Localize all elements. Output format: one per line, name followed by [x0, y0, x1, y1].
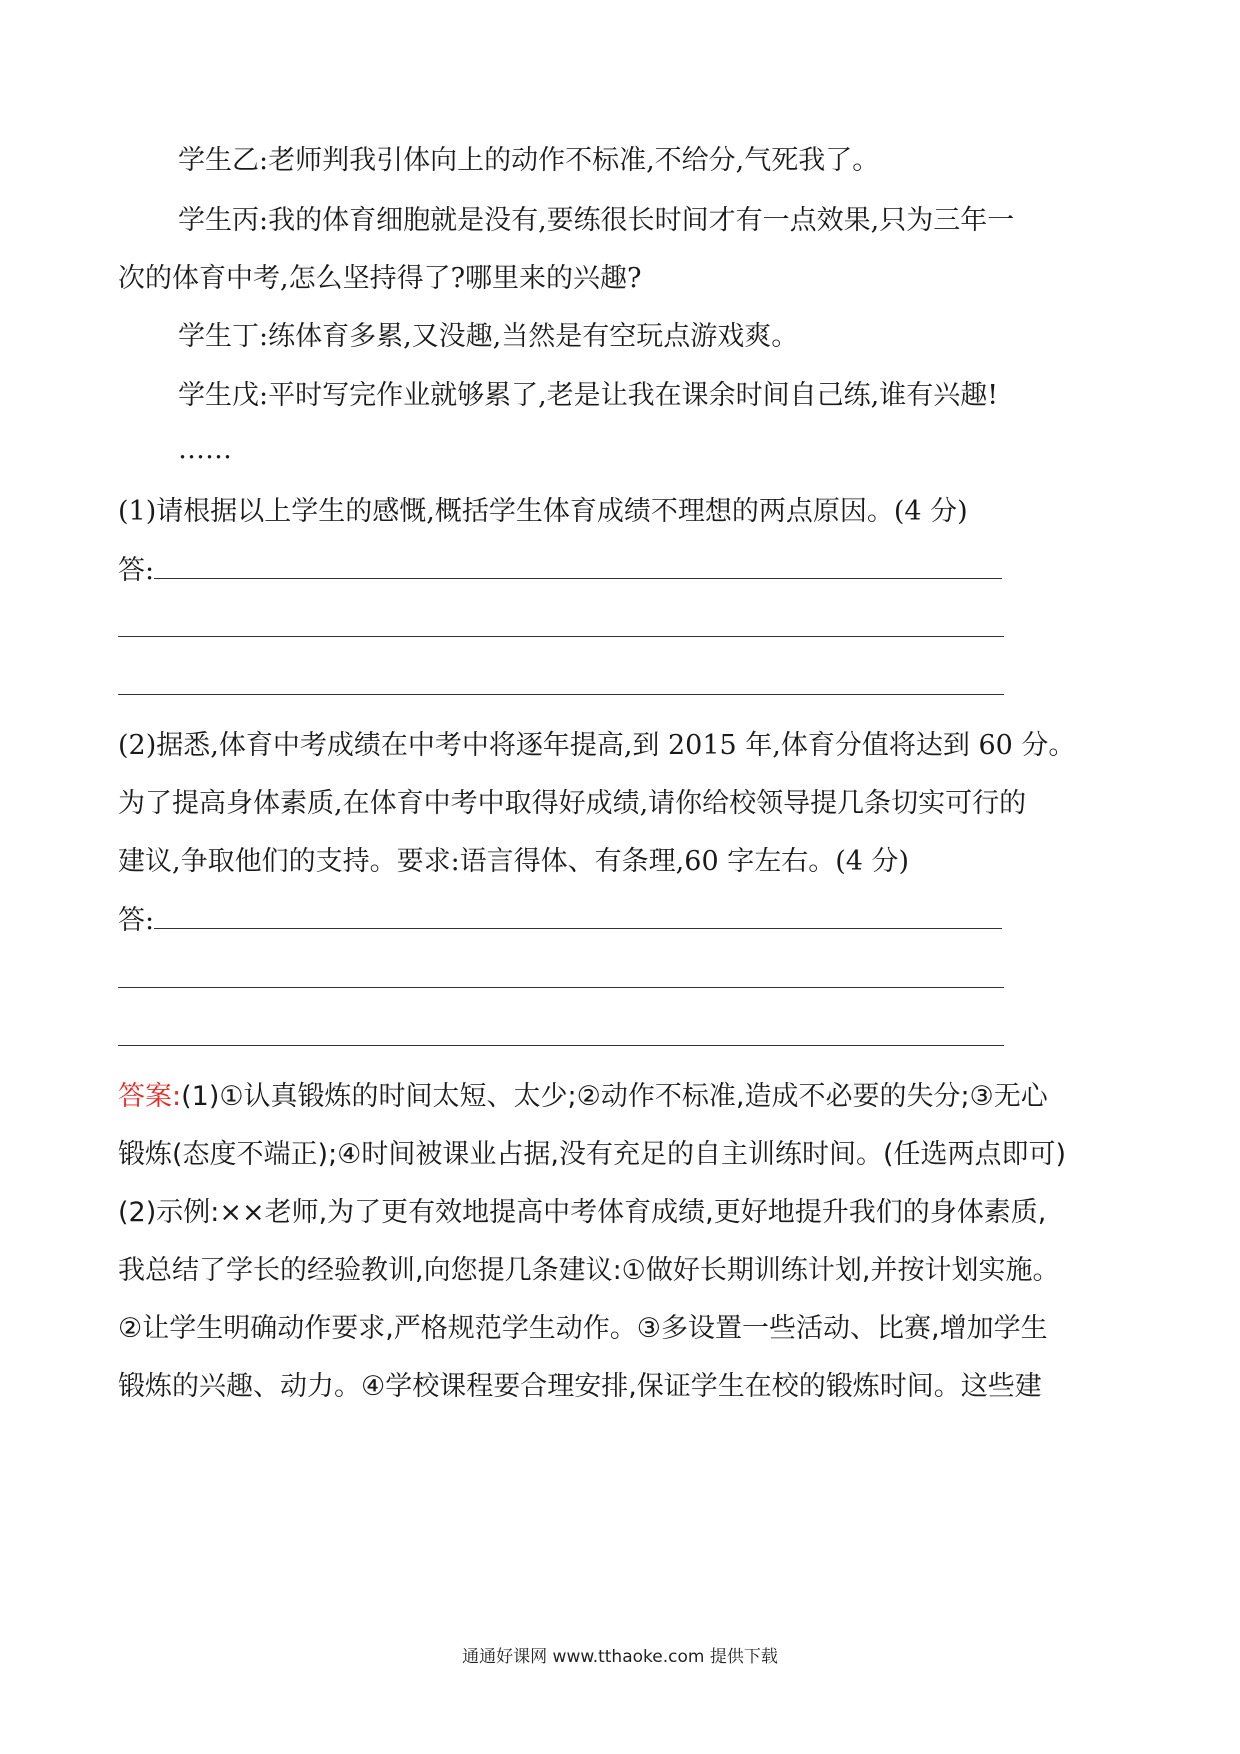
dialogue-line: 学生丙:我的体育细胞就是没有,要练很长时间才有一点效果,只为三年一	[178, 205, 1015, 236]
answer-line-q2[interactable]	[118, 960, 1004, 1000]
answer-text-line: (2)示例:××老师,为了更有效地提高中考体育成绩,更好地提升我们的身体素质,	[118, 1197, 1047, 1228]
answer-blank[interactable]	[118, 961, 1004, 988]
answer-text: (1)①认真锻炼的时间太短、太少;②动作不标准,造成不必要的失分;③无心	[181, 1081, 1048, 1112]
question-1: (1)请根据以上学生的感慨,概括学生体育成绩不理想的两点原因。(4 分)	[118, 496, 968, 527]
answer-line-q1[interactable]	[118, 609, 1004, 649]
answer-blank[interactable]	[154, 552, 1002, 579]
dialogue-line: 学生丁:练体育多累,又没趣,当然是有空玩点游戏爽。	[178, 321, 799, 352]
page-footer: 通通好课网 www.tthaoke.com 提供下载	[462, 1647, 778, 1667]
answer-blank[interactable]	[154, 902, 1002, 929]
answer-first-line	[118, 1077, 1048, 1117]
question-2-line: (2)据悉,体育中考成绩在中考中将逐年提高,到 2015 年,体育分值将达到 60 分。	[118, 730, 1076, 761]
answer-line-q2[interactable]	[118, 1018, 1004, 1058]
answer-text-line: 我总结了学长的经验教训,向您提几条建议:①做好长期训练计划,并按计划实施。	[118, 1255, 1060, 1286]
answer-line-q1[interactable]	[118, 667, 1004, 707]
answer-blank[interactable]	[118, 1019, 1004, 1046]
answer-line-q1[interactable]	[118, 551, 1002, 591]
answer-text-line: 锻炼的兴趣、动力。④学校课程要合理安排,保证学生在校的锻炼时间。这些建	[118, 1371, 1042, 1402]
question-2-line: 为了提高身体素质,在体育中考中取得好成绩,请你给校领导提几条切实可行的	[118, 788, 1027, 819]
answer-label: 答:	[118, 905, 155, 936]
answer-label: 答:	[118, 555, 155, 586]
answer-text-line: ②让学生明确动作要求,严格规范学生动作。③多设置一些活动、比赛,增加学生	[118, 1313, 1048, 1344]
answer-blank[interactable]	[118, 610, 1004, 637]
question-2-line: 建议,争取他们的支持。要求:语言得体、有条理,60 字左右。(4 分)	[118, 846, 910, 877]
answer-key-label: 答案:	[118, 1081, 182, 1112]
ellipsis: ……	[178, 434, 232, 465]
answer-line-q2[interactable]	[118, 901, 1002, 941]
dialogue-line: 学生乙:老师判我引体向上的动作不标准,不给分,气死我了。	[178, 145, 880, 176]
answer-text-line: 锻炼(态度不端正);④时间被课业占据,没有充足的自主训练时间。(任选两点即可)	[118, 1139, 1067, 1170]
dialogue-line: 次的体育中考,怎么坚持得了?哪里来的兴趣?	[118, 263, 642, 294]
answer-blank[interactable]	[118, 668, 1004, 695]
dialogue-line: 学生戊:平时写完作业就够累了,老是让我在课余时间自己练,谁有兴趣!	[178, 380, 999, 411]
